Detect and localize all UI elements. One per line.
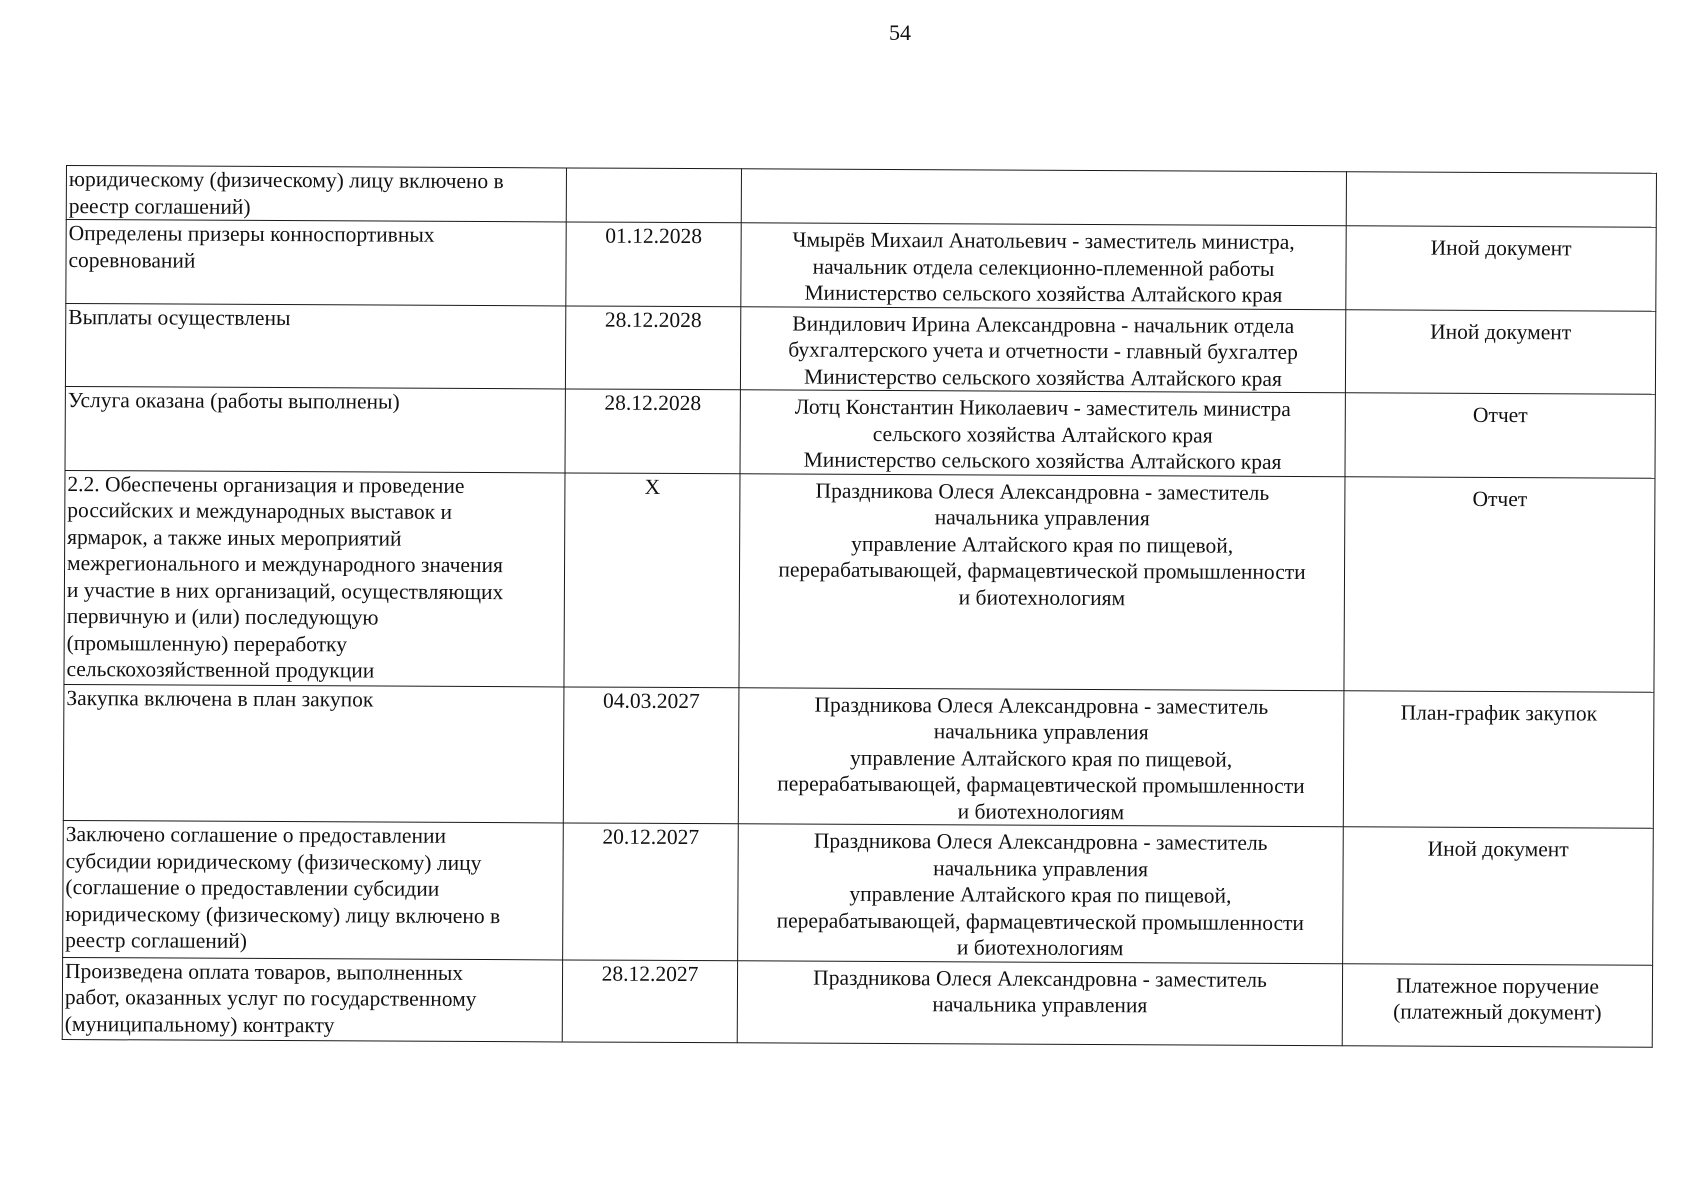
date-cell: 28.12.2028 [565, 389, 740, 473]
date-cell: X [564, 472, 740, 687]
table-row [65, 386, 1655, 477]
table-row [63, 820, 1654, 964]
responsible-cell: Виндилович Ирина Александровна - начальник отдела бухгалтерского учета и отчетности - главный бухгалтер Министерство сельского хозяйства Алтайского края [740, 306, 1345, 392]
document-type-cell: План-график закупок [1343, 690, 1654, 828]
date-cell [566, 168, 741, 223]
date-cell: 04.03.2027 [563, 686, 739, 823]
responsible-cell [741, 169, 1346, 226]
event-cell: Заключено соглашение о предоставлении субсидии юридическому (физическому) лицу (соглашение о предоставлении субсидии юридическому (физическому) лицу включено в реестр соглашений) [63, 820, 564, 959]
document-type-cell: Отчет [1345, 393, 1655, 478]
document-type-cell [1346, 172, 1656, 228]
date-cell: 28.12.2027 [562, 959, 737, 1042]
page-number: 54 [889, 20, 911, 45]
document-type-cell: Иной документ [1343, 827, 1654, 965]
table-row [64, 470, 1655, 692]
document-type-cell: Отчет [1344, 476, 1655, 692]
table-row [66, 220, 1656, 311]
table-row [65, 303, 1655, 394]
event-cell: Произведена оплата товаров, выполненных работ, оказанных услуг по государственному (муниципальному) контракту [62, 957, 562, 1041]
event-cell: 2.2. Обеспечены организация и проведение российских и международных выставок и ярмарок, а также иных мероприятий межрегионального и международного значения и участие в них организаций, осуществляющих первичную и (или) последующую (промышленную) переработку сельскохозяйственной продукции [64, 470, 565, 686]
event-cell: Закупка включена в план закупок [63, 684, 564, 823]
responsible-cell: Праздникова Олеся Александровна - заместитель начальника управления [737, 960, 1342, 1045]
responsible-cell: Чмырёв Михаил Анатольевич - заместитель министра, начальник отдела селекционно-племенной работы Министерство сельского хозяйства Алтайского края [741, 223, 1346, 309]
responsible-cell: Лотц Константин Николаевич - заместитель министра сельского хозяйства Алтайского края Министерство сельского хозяйства Алтайского края [740, 390, 1345, 476]
date-cell: 20.12.2027 [563, 823, 739, 960]
event-cell: Определены призеры конноспортивных соревнований [66, 220, 566, 306]
event-cell: юридическому (физическому) лицу включено в реестр соглашений) [66, 166, 566, 222]
document-type-cell: Иной документ [1345, 309, 1655, 394]
responsible-cell: Праздникова Олеся Александровна - заместитель начальника управления управление Алтайского края по пищевой, перерабатывающей, фармацевтической промышленности и биотехнологиям [739, 473, 1345, 690]
control-points-table [62, 165, 1657, 1047]
table-row [62, 957, 1652, 1047]
date-cell: 28.12.2028 [565, 305, 740, 389]
event-cell: Выплаты осуществлены [65, 303, 565, 389]
table-row [66, 166, 1656, 228]
document-type-cell: Платежное поручение (платежный документ) [1342, 963, 1652, 1047]
responsible-cell: Праздникова Олеся Александровна - заместитель начальника управления управление Алтайского края по пищевой, перерабатывающей, фармацевтической промышленности и биотехнологиям [738, 687, 1344, 826]
event-cell: Услуга оказана (работы выполнены) [65, 386, 565, 472]
table-row [63, 684, 1654, 828]
document-type-cell: Иной документ [1346, 226, 1656, 311]
date-cell: 01.12.2028 [566, 222, 741, 306]
responsible-cell: Праздникова Олеся Александровна - заместитель начальника управления управление Алтайского края по пищевой, перерабатывающей, фармацевтической промышленности и биотехнологиям [738, 824, 1344, 963]
